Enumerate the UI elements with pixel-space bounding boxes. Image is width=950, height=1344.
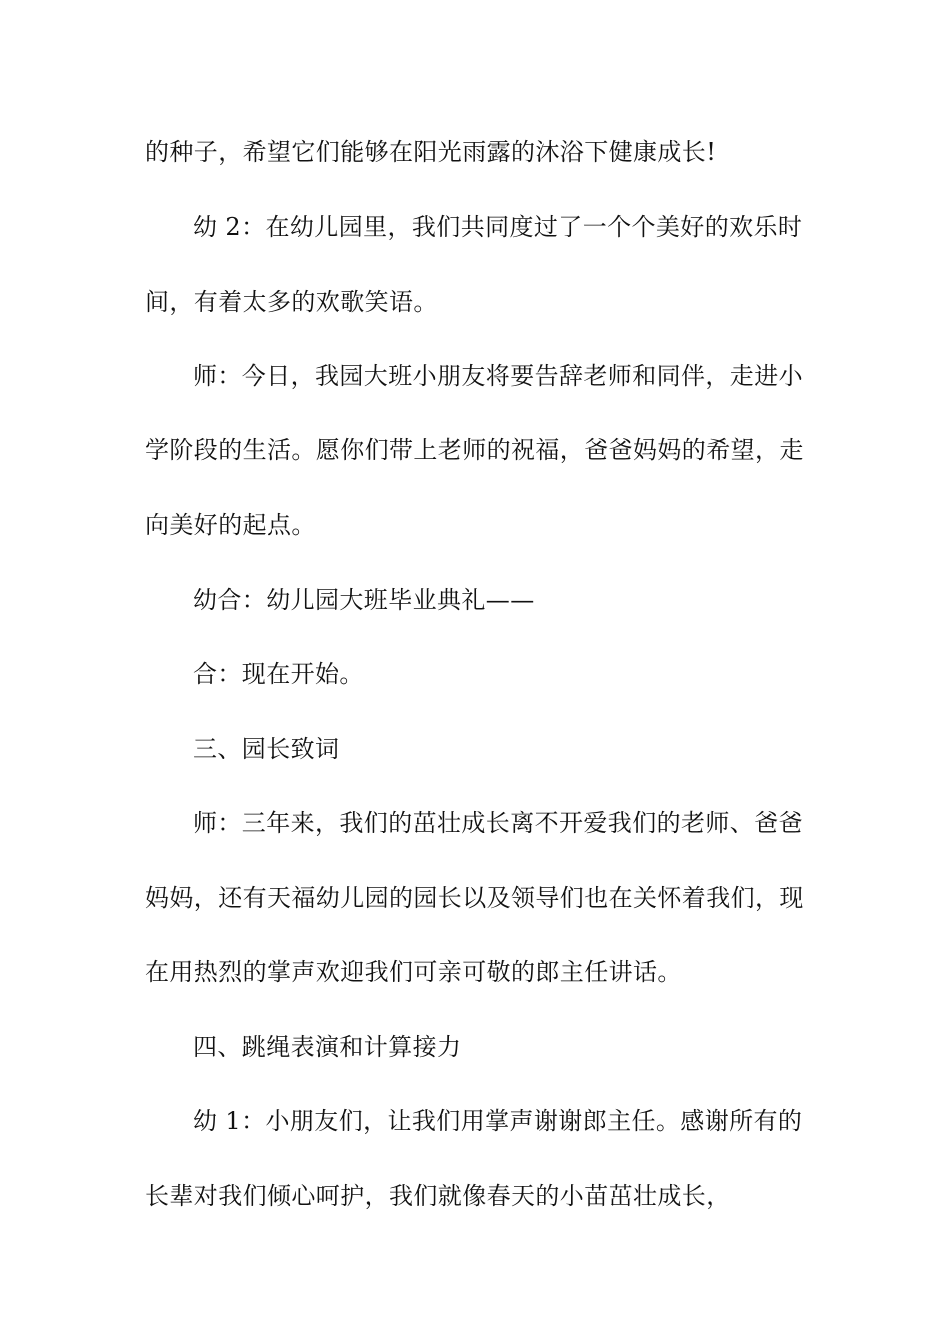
- text-line: 师：三年来，我们的茁壮成长离不开爱我们的老师、爸爸: [193, 809, 803, 837]
- text-line: 合：现在开始。: [193, 660, 364, 688]
- section-heading: 三、园长致词: [193, 735, 340, 763]
- text-line: 间，有着太多的欢歌笑语。: [145, 288, 438, 316]
- text-line: 长辈对我们倾心呵护，我们就像春天的小苗茁壮成长，: [145, 1182, 731, 1210]
- text-line: 幼 2：在幼儿园里，我们共同度过了一个个美好的欢乐时: [193, 213, 803, 241]
- text-line: 学阶段的生活。愿你们带上老师的祝福，爸爸妈妈的希望，走: [145, 436, 804, 464]
- text-line: 幼合：幼儿园大班毕业典礼——: [193, 586, 535, 614]
- text-line: 幼 1：小朋友们，让我们用掌声谢谢郎主任。感谢所有的: [193, 1107, 803, 1135]
- section-heading: 四、跳绳表演和计算接力: [193, 1033, 462, 1061]
- text-line: 向美好的起点。: [145, 511, 316, 539]
- text-line: 在用热烈的掌声欢迎我们可亲可敬的郎主任讲话。: [145, 958, 682, 986]
- text-line: 妈妈，还有天福幼儿园的园长以及领导们也在关怀着我们，现: [145, 884, 804, 912]
- text-line: 的种子，希望它们能够在阳光雨露的沐浴下健康成长!: [145, 138, 717, 166]
- text-line: 师：今日，我园大班小朋友将要告辞老师和同伴，走进小: [193, 362, 803, 390]
